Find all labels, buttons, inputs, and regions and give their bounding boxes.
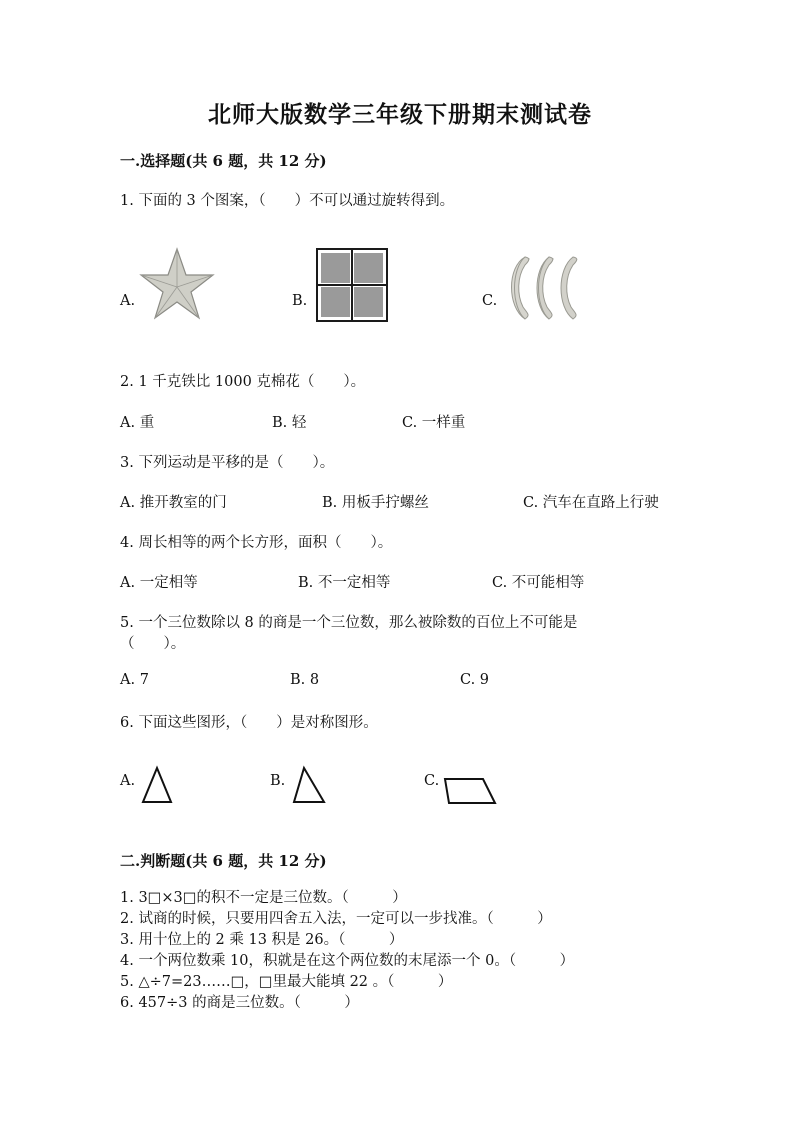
q3-option-a: A. 推开教室的门 xyxy=(120,495,227,511)
q6-option-a-label: A. xyxy=(120,773,136,789)
q6-option-b-label: B. xyxy=(270,773,286,789)
tf-item-1: 1. 3□×3□的积不一定是三位数。（ ） xyxy=(120,890,407,906)
tf-item-2: 2. 试商的时候，只要用四舍五入法，一定可以一步找准。（ ） xyxy=(120,911,552,927)
tf-item-5: 5. △÷7=23……□，□里最大能填 22 。（ ） xyxy=(120,974,453,990)
question-5-line-1: 5. 一个三位数除以 8 的商是一个三位数，那么被除数的百位上不可能是 xyxy=(120,615,578,631)
question-1: 1. 下面的 3 个图案，（ ）不可以通过旋转得到。 xyxy=(120,193,455,209)
right-triangle-icon xyxy=(292,766,326,804)
q2-option-a: A. 重 xyxy=(120,415,155,431)
tf-item-6: 6. 457÷3 的商是三位数。（ ） xyxy=(120,995,359,1011)
q6-option-c-label: C. xyxy=(424,773,440,789)
question-6: 6. 下面这些图形，（ ）是对称图形。 xyxy=(120,715,378,731)
crescent-moons-icon xyxy=(505,255,585,321)
star-icon xyxy=(140,247,214,321)
page-title: 北师大版数学三年级下册期末测试卷 xyxy=(208,101,592,128)
q4-option-b: B. 不一定相等 xyxy=(298,575,391,591)
q1-option-a-label: A. xyxy=(120,293,136,309)
tf-item-3: 3. 用十位上的 2 乘 13 积是 26。（ ） xyxy=(120,932,404,948)
isosceles-triangle-icon xyxy=(141,766,173,804)
q1-option-c-label: C. xyxy=(482,293,498,309)
question-2: 2. 1 千克铁比 1000 克棉花（ ）。 xyxy=(120,374,366,390)
q2-option-b: B. 轻 xyxy=(272,415,307,431)
q4-option-c: C. 不可能相等 xyxy=(492,575,585,591)
grid-square-icon xyxy=(316,248,388,322)
q3-option-b: B. 用板手拧螺丝 xyxy=(322,495,429,511)
q5-option-c: C. 9 xyxy=(460,672,490,688)
q5-option-b: B. 8 xyxy=(290,672,320,688)
section-heading-choice: 一.选择题(共 6 题，共 12 分) xyxy=(120,152,327,170)
question-5-line-2: （ ）。 xyxy=(120,636,186,652)
trapezoid-icon xyxy=(443,777,497,805)
q4-option-a: A. 一定相等 xyxy=(120,575,198,591)
q5-option-a: A. 7 xyxy=(120,672,149,688)
section-heading-true-false: 二.判断题(共 6 题，共 12 分) xyxy=(120,852,327,870)
q3-option-c: C. 汽车在直路上行驶 xyxy=(523,495,659,511)
q1-option-b-label: B. xyxy=(292,293,308,309)
tf-item-4: 4. 一个两位数乘 10，积就是在这个两位数的末尾添一个 0。（ ） xyxy=(120,953,575,969)
question-3: 3. 下列运动是平移的是（ ）。 xyxy=(120,455,335,471)
q2-option-c: C. 一样重 xyxy=(402,415,466,431)
question-4: 4. 周长相等的两个长方形，面积（ ）。 xyxy=(120,535,393,551)
